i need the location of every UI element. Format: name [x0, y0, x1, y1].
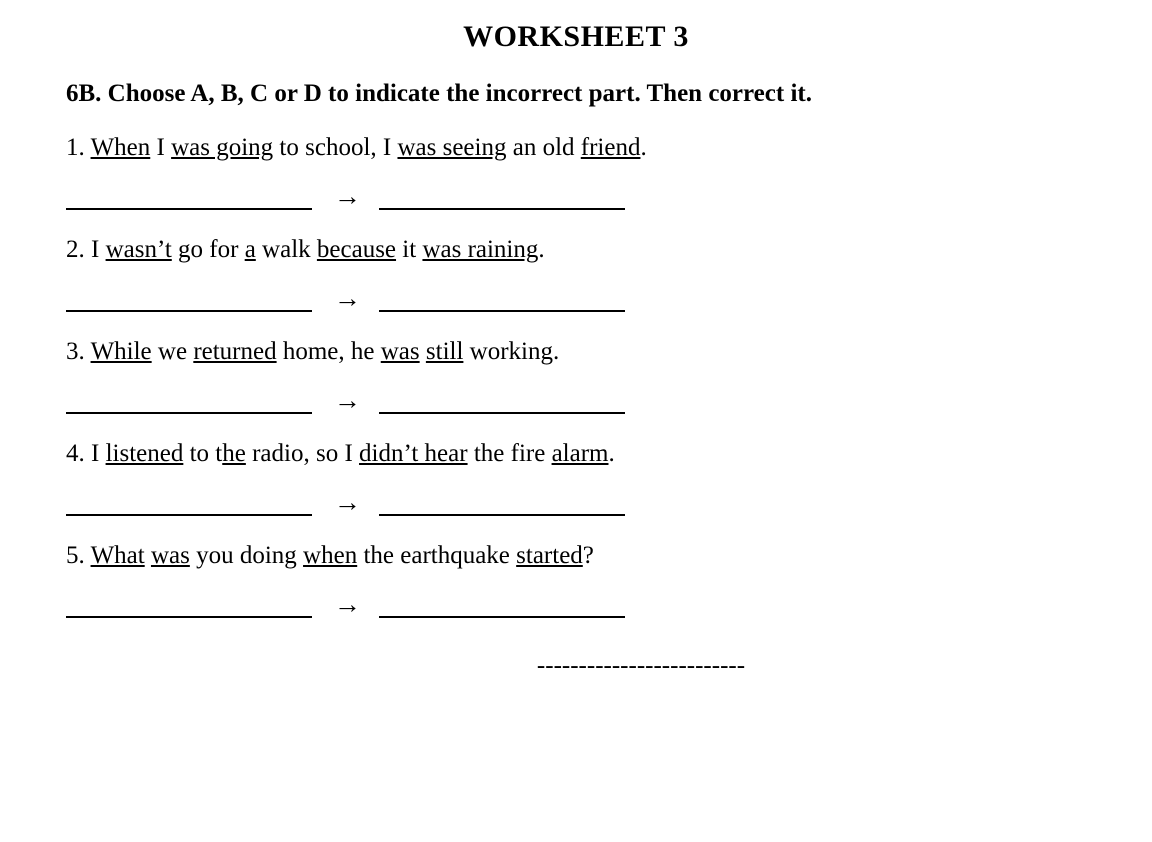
- question-4-segment-5: didn’t hear: [359, 440, 468, 467]
- question-5-segment-8: ?: [582, 542, 594, 569]
- question-1-segment-5: was seeing: [397, 134, 507, 161]
- footer-separator: -------------------------: [536, 652, 746, 679]
- question-1-segment-1: When: [90, 134, 151, 161]
- question-2-text: [66, 236, 1152, 264]
- question-2-segment-7: was raining: [422, 236, 539, 263]
- question-1-segment-7: friend: [580, 134, 641, 161]
- answer-row-2: [66, 284, 1152, 312]
- question-1-segment-8: .: [640, 134, 647, 161]
- answer-blank-1-left[interactable]: [66, 182, 312, 210]
- question-3-segment-2: we: [151, 338, 194, 365]
- arrow-icon: →: [334, 588, 361, 619]
- question-2-segment-0: 2. I: [66, 236, 106, 263]
- question-5-segment-7: started: [516, 542, 583, 569]
- question-4-segment-1: listened: [105, 440, 184, 467]
- question-2-segment-8: .: [538, 236, 545, 263]
- question-3-segment-8: working.: [463, 338, 560, 365]
- question-3-segment-4: home, he: [276, 338, 381, 365]
- question-1-segment-2: I: [150, 134, 172, 161]
- answer-blank-4-left[interactable]: [66, 488, 312, 516]
- question-5-segment-4: you doing: [189, 542, 304, 569]
- answer-row-4: [66, 488, 1152, 516]
- question-5-segment-0: 5.: [66, 542, 91, 569]
- question-3-text: [66, 338, 1152, 366]
- answer-blank-3-right[interactable]: [379, 386, 625, 414]
- question-3-segment-3: returned: [193, 338, 277, 365]
- question-3-segment-5: was: [380, 338, 420, 365]
- question-5-text: [66, 542, 1152, 570]
- question-1-segment-4: to school, I: [273, 134, 398, 161]
- question-5-segment-1: What: [90, 542, 145, 569]
- instruction-text: 6B. Choose A, B, C or D to indicate the incorrect part. Then correct it.: [66, 80, 812, 107]
- answer-blank-2-right[interactable]: [379, 284, 625, 312]
- questions-list: [66, 134, 1152, 618]
- question-2-segment-2: go for: [171, 236, 245, 263]
- answer-blank-3-left[interactable]: [66, 386, 312, 414]
- answer-blank-4-right[interactable]: [379, 488, 625, 516]
- page-title: WORKSHEET 3: [463, 20, 689, 53]
- question-2-segment-3: a: [244, 236, 256, 263]
- question-4-text: [66, 440, 1152, 468]
- question-4-segment-4: radio, so I: [245, 440, 360, 467]
- question-1-segment-3: was going: [171, 134, 274, 161]
- answer-blank-2-left[interactable]: [66, 284, 312, 312]
- question-5-segment-3: was: [150, 542, 190, 569]
- arrow-icon: →: [334, 384, 361, 415]
- question-1-segment-0: 1.: [66, 134, 91, 161]
- question-2-segment-6: it: [396, 236, 423, 263]
- question-2-segment-4: walk: [255, 236, 317, 263]
- question-2-segment-5: because: [316, 236, 397, 263]
- arrow-icon: →: [334, 282, 361, 313]
- question-4-segment-0: 4. I: [66, 440, 106, 467]
- question-3-segment-7: still: [425, 338, 464, 365]
- question-1-segment-6: an old: [506, 134, 581, 161]
- answer-blank-5-left[interactable]: [66, 590, 312, 618]
- question-3-segment-0: 3.: [66, 338, 91, 365]
- question-5-segment-5: when: [303, 542, 358, 569]
- question-4-segment-6: the fire: [467, 440, 552, 467]
- question-1-text: [66, 134, 1152, 162]
- arrow-icon: →: [334, 486, 361, 517]
- question-4-segment-8: .: [608, 440, 615, 467]
- answer-blank-5-right[interactable]: [379, 590, 625, 618]
- question-2-segment-1: wasn’t: [105, 236, 172, 263]
- question-4-segment-3: he: [222, 440, 246, 467]
- question-3-segment-1: While: [90, 338, 152, 365]
- worksheet-page: [0, 20, 1152, 842]
- question-5-segment-6: the earthquake: [357, 542, 517, 569]
- answer-row-1: [66, 182, 1152, 210]
- question-4-segment-7: alarm: [551, 440, 609, 467]
- arrow-icon: →: [334, 180, 361, 211]
- answer-blank-1-right[interactable]: [379, 182, 625, 210]
- question-4-segment-2: to t: [183, 440, 223, 467]
- answer-row-5: [66, 590, 1152, 618]
- answer-row-3: [66, 386, 1152, 414]
